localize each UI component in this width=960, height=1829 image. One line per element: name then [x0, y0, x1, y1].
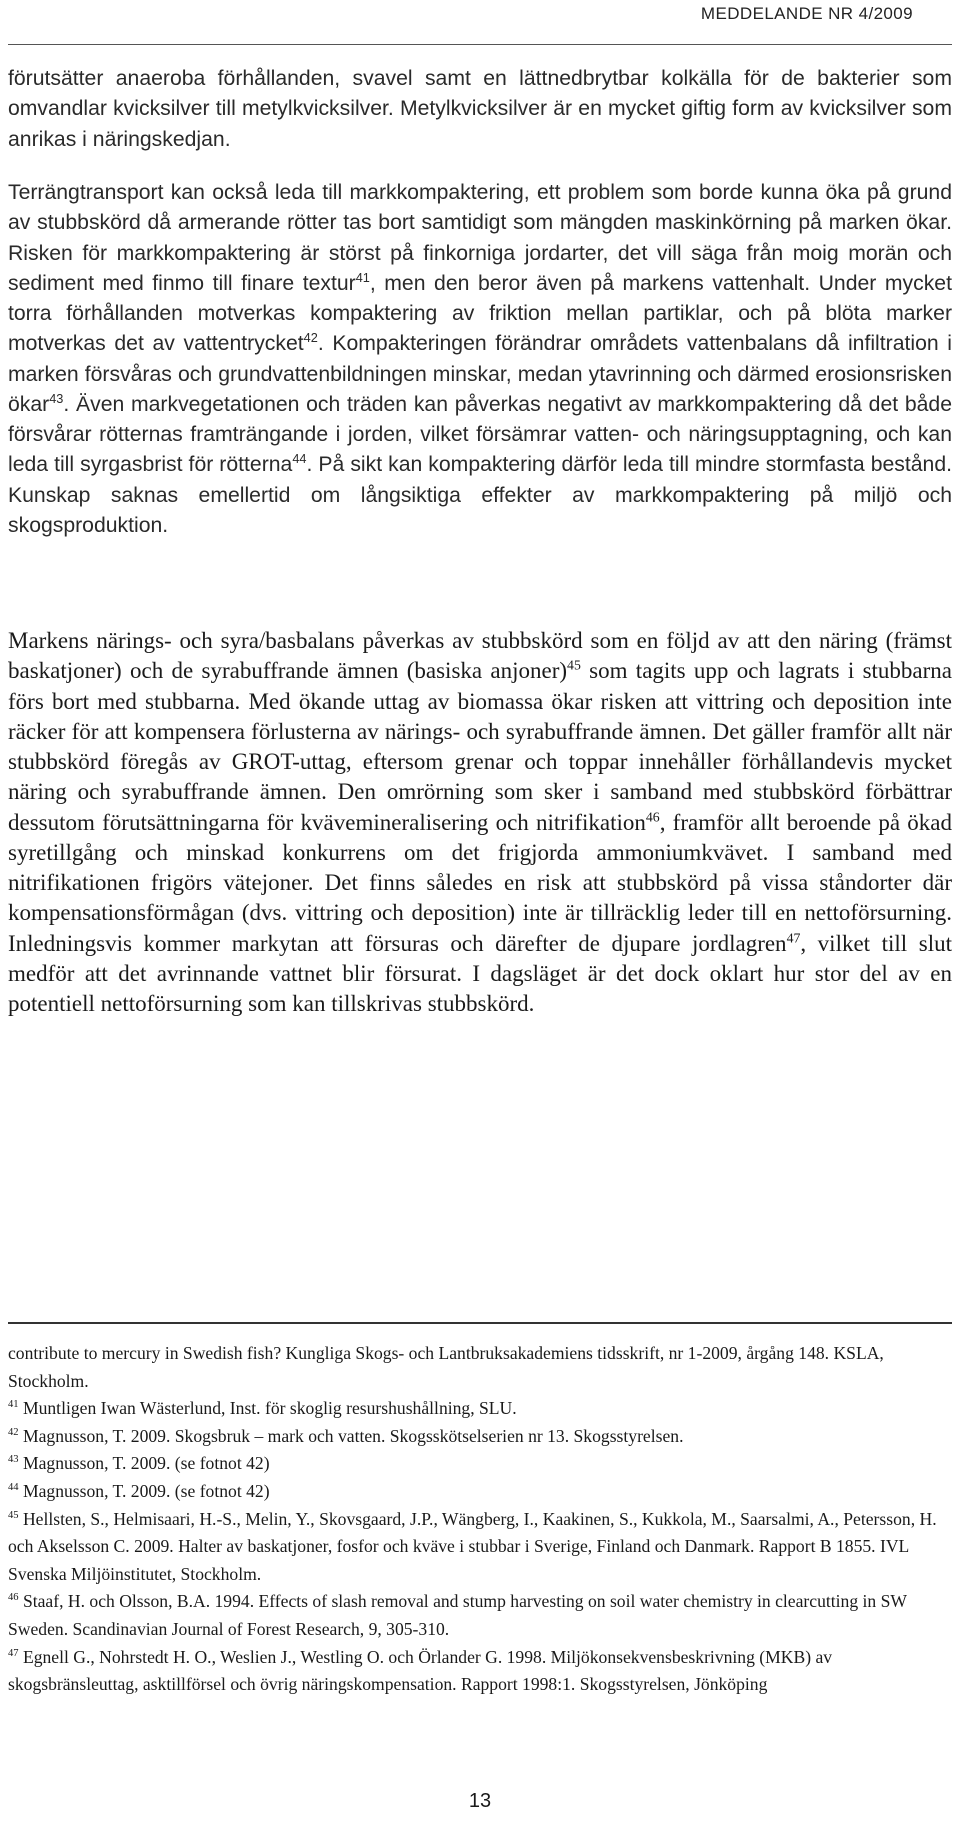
footnote-number: 46 — [8, 1592, 19, 1604]
footnote-item — [8, 1506, 952, 1589]
footnote-ref[interactable]: 43 — [49, 390, 64, 406]
header-divider — [8, 44, 952, 45]
footnote-item — [8, 1450, 952, 1478]
paragraph-text: som tagits upp och lagrats i stubbarna förs bort med stubbarna. Med ökande uttag av biomassa ökar risken att vittring och deposition inte räcker för att kompensera förlusterna av närings- och syrabuffrande ämnen. Det gäller framför allt när stubbskörd föregås av GROT-uttag, eftersom grenar och toppar innehåller förhållandevis mycket näring och syrabuffrande ämnen. Den omrörning som sker i samband med stubbskörd förbättrar dessutom förutsättningarna för kvävemineralisering och nitrifikation — [8, 658, 952, 835]
paragraph-text: . Även markvegetationen och träden kan påverkas negativt av markkompaktering då det både försvårar rötternas framträngande i jorden, vilket försämrar vatten- och näringsupptagning, och kan leda till syrgasbrist för rötterna — [8, 392, 952, 477]
footnote-item — [8, 1588, 952, 1643]
footnote-ref[interactable]: 47 — [786, 929, 801, 945]
paragraph-text: , vilket till slut medför att det avrinnande vattnet blir försurat. I dagsläget är det dock oklart hur stor del av en potentiell nettoförsurning som kan tillskrivas stubbskörd. — [8, 930, 952, 1016]
footnote-text: Hellsten, S., Helmisaari, H.-S., Melin, Y., Skovsgaard, J.P., Wängberg, I., Kaakinen, S., Kukkola, M., Saarsalmi, A., Petersson, H. och Akselsson C. 2009. Halter av baskatjoner, fosfor och kväve i stubbar i Sverige, Finland och Danmark. Rapport B 1855. IVL Svenska Miljöinstitutet, Stockholm. — [8, 1508, 937, 1584]
footnote-number: 42 — [8, 1426, 19, 1438]
footnote-item — [8, 1395, 952, 1423]
footnote-continued: contribute to mercury in Swedish fish? Kungliga Skogs- och Lantbruksakademiens tidsskrift, nr 1-2009, årgång 148. KSLA, Stockholm. — [8, 1343, 884, 1391]
footnote-number: 44 — [8, 1482, 19, 1494]
header-title: MEDDELANDE NR 4/2009 — [700, 4, 913, 23]
paragraph-compaction — [8, 178, 952, 541]
paragraph-nutrients — [8, 626, 952, 1019]
footnote-ref[interactable]: 41 — [355, 269, 370, 285]
footnote-number: 43 — [8, 1454, 19, 1466]
footnote-ref[interactable]: 45 — [567, 657, 581, 673]
paragraph-text: . På sikt kan kompaktering därför leda till mindre stormfasta bestånd. Kunskap saknas emellertid om långsiktiga effekter av markkompaktering på miljö och skogsproduktion. — [8, 453, 952, 537]
footnote-item — [8, 1644, 952, 1699]
footnote-text: Egnell G., Nohrstedt H. O., Weslien J., Westling O. och Örlander G. 1998. Miljökonsekvensbeskrivning (MKB) av skogsbränsleuttag, asktillförsel och övrig näringskompensation. Rapport 1998:1. Skogsstyrelsen, Jönköping — [8, 1646, 833, 1695]
footnote-number: 45 — [8, 1509, 19, 1521]
footnote-text: Magnusson, T. 2009. Skogsbruk – mark och vatten. Skogsskötselserien nr 13. Skogsstyrelsen. — [18, 1425, 684, 1446]
footnote-text: Magnusson, T. 2009. (se fotnot 42) — [18, 1480, 270, 1501]
footnote-text: Muntligen Iwan Wästerlund, Inst. för skoglig resurshushållning, SLU. — [18, 1398, 517, 1419]
page-header — [0, 0, 960, 44]
footnote-ref[interactable]: 46 — [645, 808, 660, 824]
footnote-ref[interactable]: 44 — [292, 451, 307, 467]
footnote-item — [8, 1478, 952, 1506]
footnote-text: Staaf, H. och Olsson, B.A. 1994. Effects of slash removal and stump harvesting on soil water chemistry in clearcutting in SW Sweden. Scandinavian Journal of Forest Research, 9, 305-310. — [8, 1591, 907, 1639]
paragraph-text: förutsätter anaeroba förhållanden, svavel samt en lättnedbrytbar kolkälla för de bakterier som omvandlar kvicksilver till metylkvicksilver. Metylkvicksilver är en mycket giftig form av kvicksilver som anrikas i näringskedjan. — [8, 67, 952, 151]
paragraph-text: . Kompakteringen förändrar områdets vattenbalans då infiltration i marken försvåras och grundvattenbildningen minskar, medan ytavrinning och därmed erosionsrisken ökar — [8, 332, 953, 416]
footnote-number: 41 — [8, 1399, 19, 1411]
paragraph-mercury — [8, 64, 952, 155]
footnote-text: Magnusson, T. 2009. (se fotnot 42) — [18, 1453, 270, 1474]
page-number: 13 — [468, 1790, 492, 1812]
paragraph-text: Terrängtransport kan också leda till markkompaktering, ett problem som borde kunna öka på grund av stubbskörd då armerande rötter tas bort samtidigt som mängden maskinkörning på marken ökar. Risken för markkompaktering är störst på finkorniga jordarter, det vill säga från moig morän och sediment med finmo till finare textur — [8, 181, 952, 295]
paragraph-text: , framför allt beroende på ökad syretillgång och minskad konkurrens om det frigjorda ammoniumkvävet. I samband med nitrifikationen frigörs vätejoner. Det finns således en risk att stubbskörd på vissa ståndorter där kompensationsförmågan (dvs. vittring och deposition) inte är tillräcklig leder till en nettoförsurning. Inledningsvis kommer markytan att försuras och därefter de djupare jordlagren — [8, 809, 952, 956]
footnote-divider — [8, 1322, 952, 1324]
footnote-ref[interactable]: 42 — [303, 330, 318, 346]
footnote-list — [8, 1340, 952, 1699]
paragraph-text: Markens närings- och syra/basbalans påverkas av stubbskörd som en följd av att den näring (främst baskatjoner) och de syrabuffrande ämnen (basiska anjoner) — [8, 628, 952, 684]
paragraph-text: , men den beror även på markens vattenhalt. Under mycket torra förhållanden motverkas kompaktering av friktion mellan partiklar, och på blöta marker motverkas det av vattentrycket — [8, 271, 952, 356]
footnote-number: 47 — [8, 1647, 19, 1659]
footnote-item — [8, 1423, 952, 1451]
